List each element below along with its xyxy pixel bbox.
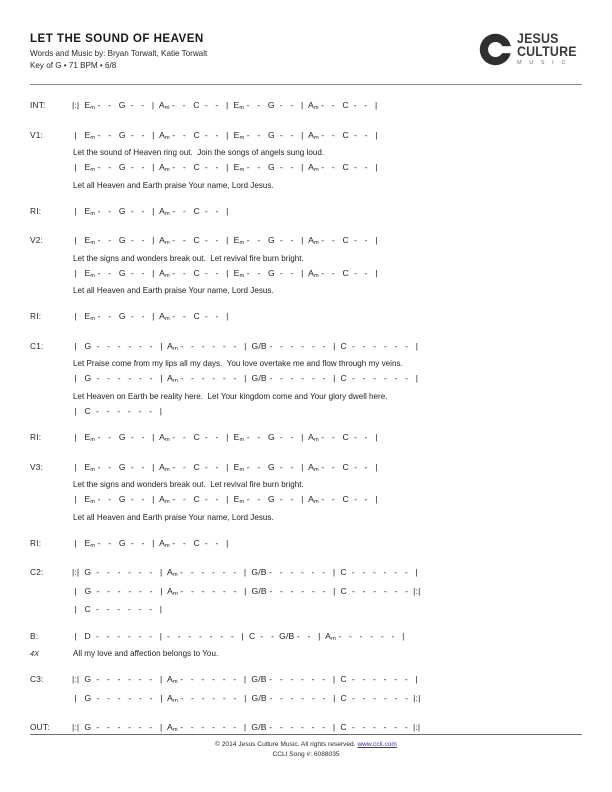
minor-subscript: m	[239, 105, 245, 112]
chord-measures: | Em - - G - - | Am - - C - - | Em - - G - - | Am - - C - - |	[72, 129, 378, 141]
minor-subscript: m	[164, 240, 170, 247]
minor-subscript: m	[164, 105, 170, 112]
minor-subscript: m	[90, 437, 96, 444]
minor-subscript: m	[314, 134, 319, 141]
chord-row	[30, 492, 582, 511]
minor-subscript: m	[164, 437, 170, 444]
chart-section	[30, 536, 582, 555]
lyric-text: Let the sound of Heaven ring out. Join the songs of angels sung loud.	[73, 148, 325, 158]
logo-line-culture: CULTURE	[517, 44, 577, 59]
chart-section	[30, 565, 582, 618]
chart-section	[30, 204, 582, 223]
lyric-row	[30, 511, 582, 525]
lyric-label-spacer	[30, 357, 72, 371]
lyric-text: Let Praise come from my lips all my days. You love overtake me and flow through my veins.	[73, 359, 403, 369]
chord-row	[30, 309, 582, 328]
songwriter-credit: Words and Music by: Bryan Torwalt, Katie Torwalt	[30, 49, 208, 58]
minor-subscript: m	[90, 167, 96, 174]
chord-row	[30, 584, 582, 603]
minor-subscript: m	[164, 316, 170, 323]
section-label: RI:	[30, 432, 42, 443]
chord-measures: | G - - - - - - | Am - - - - - - | G/B - - - - - - | C - - - - - - |	[72, 340, 419, 352]
lyric-text: All my love and affection belongs to You.	[73, 649, 219, 659]
section-label: OUT:	[30, 722, 50, 733]
minor-subscript: m	[172, 727, 178, 734]
chord-measures: |:| G - - - - - - | Am - - - - - - | G/B - - - - - - | C - - - - - - |:|	[72, 722, 421, 734]
chord-measures: |:| G - - - - - - | Am - - - - - - | G/B - - - - - - | C - - - - - - |	[72, 674, 418, 686]
lyric-label-spacer	[30, 511, 72, 525]
minor-subscript: m	[164, 499, 170, 506]
chord-row	[30, 460, 582, 479]
lyric-text: Let the signs and wonders break out. Let revival fire burn bright.	[73, 253, 304, 263]
chord-row	[30, 536, 582, 555]
document-footer	[30, 734, 582, 759]
logo-line-jesus: JESUS	[517, 31, 559, 46]
minor-subscript: m	[90, 316, 96, 323]
minor-subscript: m	[164, 210, 170, 217]
chord-row	[30, 629, 582, 648]
minor-subscript: m	[239, 272, 245, 279]
chord-row	[30, 371, 582, 390]
minor-subscript: m	[239, 134, 245, 141]
chord-measures: | Em - - G - - | Am - - C - - | Em - - G - - | Am - - C - - |	[72, 494, 378, 506]
chord-measures: | Em - - G - - | Am - - C - - | Em - - G - - | Am - - C - - |	[72, 432, 378, 444]
lyric-label-spacer	[30, 478, 72, 492]
section-label: C2:	[30, 567, 44, 578]
minor-subscript: m	[90, 210, 96, 217]
chord-row	[30, 128, 582, 147]
minor-subscript: m	[173, 697, 178, 704]
minor-subscript: m	[239, 499, 245, 506]
minor-subscript: m	[239, 240, 245, 247]
chord-measures: |:| Em - - G - - | Am - - C - - | Em - - G - - | Am - - C - - |	[72, 100, 378, 112]
minor-subscript: m	[90, 105, 95, 112]
minor-subscript: m	[313, 105, 319, 112]
chord-measures: | C - - - - - - |	[72, 604, 163, 615]
minor-subscript: m	[172, 679, 178, 686]
chord-row	[30, 691, 582, 710]
minor-subscript: m	[164, 134, 170, 141]
logo-line-music: M U S I C	[517, 60, 569, 66]
chord-row	[30, 160, 582, 179]
chart-section	[30, 460, 582, 525]
section-label: V3:	[30, 461, 44, 472]
chart-section	[30, 672, 582, 709]
minor-subscript: m	[239, 437, 245, 444]
copyright-text: © 2014 Jesus Culture Music. All rights reserved.	[215, 741, 358, 748]
lyric-row	[30, 146, 582, 160]
minor-subscript: m	[314, 272, 319, 279]
ring-icon	[479, 33, 512, 66]
minor-subscript: m	[314, 240, 319, 247]
lyric-text: Let all Heaven and Earth praise Your name, Lord Jesus.	[73, 180, 274, 190]
chord-row	[30, 565, 582, 584]
section-label: RI:	[30, 311, 42, 322]
minor-subscript: m	[173, 590, 178, 597]
chart-section	[30, 309, 582, 328]
minor-subscript: m	[90, 240, 96, 247]
lyric-row	[30, 357, 582, 371]
section-label: V1:	[30, 129, 44, 140]
chord-row	[30, 98, 582, 117]
lyric-text: Let the signs and wonders break out. Let revival fire burn bright.	[73, 480, 304, 490]
lyric-label-spacer	[30, 179, 72, 193]
logo-wordmark	[517, 32, 582, 67]
minor-subscript: m	[314, 466, 319, 473]
section-label: RI:	[30, 537, 42, 548]
minor-subscript: m	[90, 272, 96, 279]
minor-subscript: m	[173, 345, 178, 352]
section-label: V2:	[30, 235, 44, 246]
section-label: INT:	[30, 100, 46, 110]
minor-subscript: m	[331, 635, 336, 642]
minor-subscript: m	[314, 499, 319, 506]
header-divider	[30, 84, 582, 85]
chord-row	[30, 266, 582, 285]
minor-subscript: m	[164, 466, 170, 473]
minor-subscript: m	[239, 167, 245, 174]
chord-row	[30, 404, 582, 420]
chart-section	[30, 98, 582, 117]
chord-row	[30, 602, 582, 618]
chord-measures: | Em - - G - - | Am - - C - - | Em - - G - - | Am - - C - - |	[72, 461, 378, 473]
lyric-row	[30, 179, 582, 193]
chord-measures: | G - - - - - - | Am - - - - - - | G/B - - - - - - | C - - - - - - |:|	[72, 585, 421, 597]
title-block	[30, 30, 207, 71]
key-tempo-meter: Key of G • 71 BPM • 6/8	[30, 61, 117, 70]
ccli-song-number: CCLI Song #: 6088035	[272, 750, 340, 758]
minor-subscript: m	[90, 542, 96, 549]
chord-measures: | Em - - G - - | Am - - C - - | Em - - G - - | Am - - C - - |	[72, 267, 378, 279]
repeat-count-label: 4X	[30, 649, 39, 659]
minor-subscript: m	[90, 134, 96, 141]
chord-measures: | Em - - G - - | Am - - C - - |	[72, 311, 229, 323]
chord-chart-body	[30, 98, 582, 739]
chord-measures: | Em - - G - - | Am - - C - - |	[72, 537, 229, 549]
section-label: B:	[30, 630, 39, 641]
chord-measures: | G - - - - - - | Am - - - - - - | G/B - - - - - - | C - - - - - - |:|	[72, 692, 421, 704]
chord-row	[30, 672, 582, 691]
chord-measures: | D - - - - - - | - - - - - - - | C - - G/B - - | Am - - - - - - |	[72, 630, 405, 642]
chord-row	[30, 204, 582, 223]
minor-subscript: m	[173, 378, 178, 385]
minor-subscript: m	[90, 499, 96, 506]
lyric-label-spacer	[30, 284, 72, 298]
chord-measures: | Em - - G - - | Am - - C - - | Em - - G - - | Am - - C - - |	[72, 235, 378, 247]
lyric-row	[30, 252, 582, 266]
minor-subscript: m	[164, 167, 170, 174]
lyric-row	[30, 647, 582, 661]
chart-section	[30, 629, 582, 662]
page-title: LET THE SOUND OF HEAVEN	[30, 32, 204, 45]
chord-measures: |:| G - - - - - - | Am - - - - - - | G/B - - - - - - | C - - - - - - |	[72, 567, 418, 579]
minor-subscript: m	[314, 437, 319, 444]
lyric-text: Let all Heaven and Earth praise Your name, Lord Jesus.	[73, 286, 274, 296]
jesus-culture-music-logo	[479, 32, 582, 67]
minor-subscript: m	[239, 466, 245, 473]
minor-subscript: m	[164, 542, 170, 549]
lyric-text: Let Heaven on Earth be reality here. Let Your kingdom come and Your glory dwell here.	[73, 391, 388, 401]
chart-section	[30, 233, 582, 298]
chart-section	[30, 339, 582, 420]
chart-section	[30, 430, 582, 449]
document-header	[30, 30, 582, 78]
chord-row	[30, 339, 582, 358]
chord-measures: | G - - - - - - | Am - - - - - - | G/B - - - - - - | C - - - - - - |	[72, 373, 419, 385]
minor-subscript: m	[90, 466, 96, 473]
lyric-label-spacer	[30, 252, 72, 266]
lyric-text: Let all Heaven and Earth praise Your name, Lord Jesus.	[73, 512, 274, 522]
chord-row	[30, 233, 582, 252]
lyric-row	[30, 284, 582, 298]
minor-subscript: m	[172, 572, 178, 579]
chord-measures: | C - - - - - - |	[72, 405, 163, 416]
section-label: RI:	[30, 205, 42, 216]
chord-row	[30, 430, 582, 449]
copyright-line	[30, 740, 582, 750]
lyric-label-spacer	[30, 390, 72, 404]
ccli-link[interactable]: www.ccli.com	[357, 741, 397, 748]
lyric-row	[30, 478, 582, 492]
chord-measures: | Em - - G - - | Am - - C - - |	[72, 205, 229, 217]
lyric-label-spacer	[30, 146, 72, 160]
footer-divider	[30, 734, 582, 735]
lyric-row	[30, 390, 582, 404]
minor-subscript: m	[164, 272, 170, 279]
minor-subscript: m	[314, 167, 319, 174]
chord-measures: | Em - - G - - | Am - - C - - | Em - - G - - | Am - - C - - |	[72, 162, 378, 174]
chart-section	[30, 128, 582, 193]
section-label: C1:	[30, 340, 44, 351]
section-label: C3:	[30, 674, 44, 685]
